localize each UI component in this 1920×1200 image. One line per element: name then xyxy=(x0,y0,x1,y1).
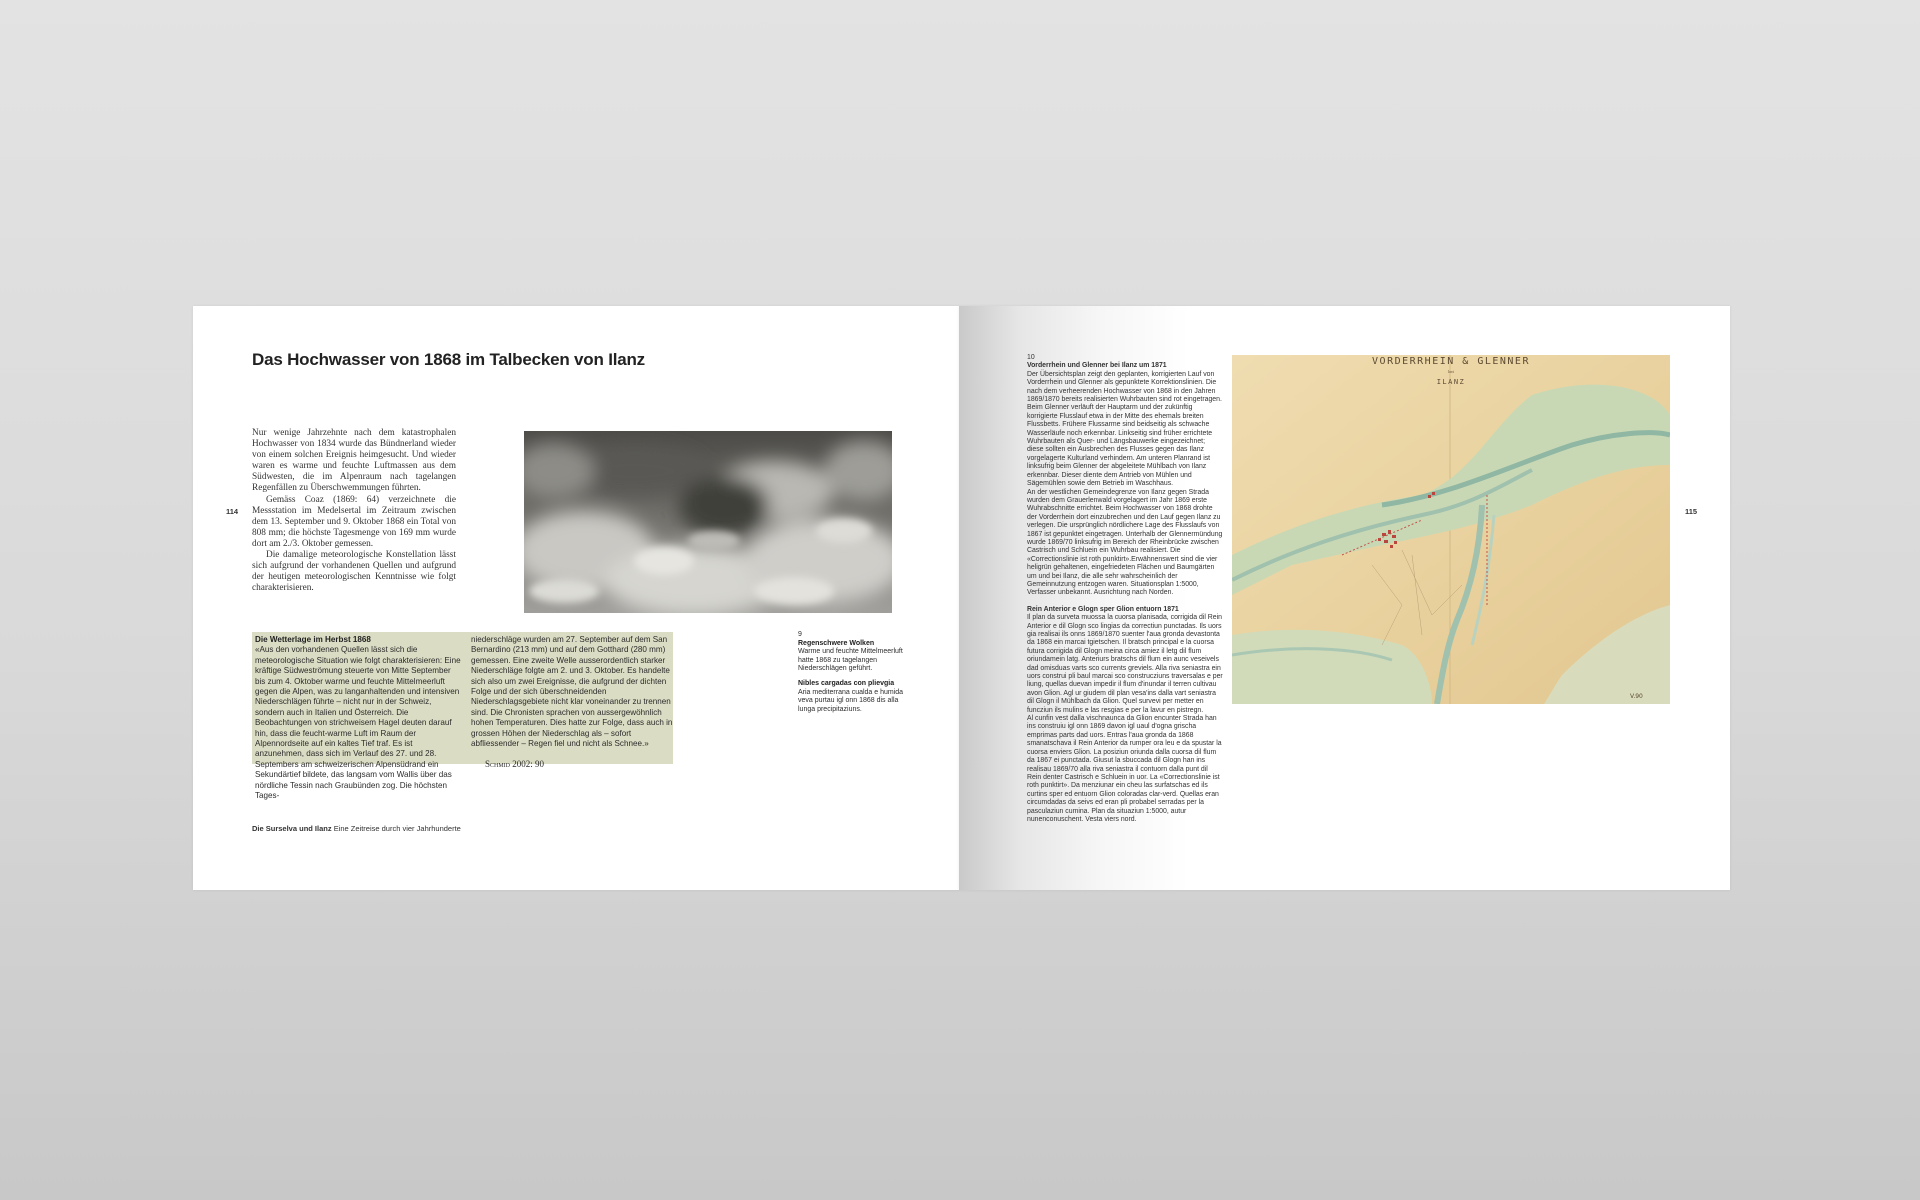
map-caption-text-de-2: An der westlichen Gemeindegrenze von Ilanz gegen Strada wurden dem Grauerlenwald vorgelagert im Jahr 1869 erste Wuhrabschnitte errichtet. Beim Hochwasser von 1868 drohte der Vorderrhein dort einzubrechen und den Lauf gegen Ilanz zu verlegen. Die ursprünglich nördlichere Lage des Flusslaufs von 1867 ist gepunktet eingetragen. Unterhalb der Glennermündung wurde 1869/70 linksufrig im Bereich der Rheinbrücke zwischen Castrisch und Schluein ein Wuhrbau realisiert. Die «Correctionslinie ist roth punktirt».Erwähnenswert sind die vier heligrün gehaltenen, eingefriedeten Flächen und Baumgärten um und bei Ilanz, die alle sehr wahrscheinlich der Gemeinnutzung entzogen waren. Situationsplan 1:5000, Verfasser unbekannt. Ausrichtung nach Norden. xyxy=(1027,488,1223,597)
footer-book-title: Die Surselva und Ilanz xyxy=(252,824,332,833)
map-caption-title-rm: Rein Anterior e Glogn sper Glion entuorn 1871 xyxy=(1027,605,1179,613)
intro-paragraph: Nur wenige Jahrzehnte nach dem katastrophalen Hochwasser von 1834 wurde das Bündnerland wieder von einem solchen Ereignis heimgesucht. Und wieder waren es warme und feuchte Luftmassen aus dem Südwesten, die im Alpenraum nach tagelangen Regenfällen zu Überschwemmungen führten. xyxy=(252,428,456,494)
map-caption-number: 10 xyxy=(1027,354,1035,361)
map-caption-text-rm-2: Al cunfin vest dalla vischnaunca da Glion encunter Strada han ins construiu igl onn 1869 davon igl uaul d'ogna grischa emprimas parts dad uors. Entras l'aua gronda da 1868 smanatschava il Rein Anterior da rumper ora leu e da spustar la cuorsa enviers Glion. La posiziun oriunda dalla cuorsa dil flum da 1867 ei punctada. Giusut la sbuccada dil Glogn han ins realisau 1869/70 alla riva seniastra il contuorn dalla punt dil Rein denter Castrisch e Schluein in uor. La «Correctionslinie ist roth punktirt». Da menziunar ein cheu las surfatschas ed ils curtins sper ed entuorn Glion coloradas clar-verd. Quellas eran circumdadas da seivs ed eran pli probabel serradas per la pasculaziun cumina. Plan da situaziun 1:5000, autur nunenconuschent. Vesta viers nord. xyxy=(1027,715,1222,823)
map-caption-text-de: Der Übersichtsplan zeigt den geplanten, korrigierten Lauf von Vorderrhein und Glenner als gepunktete Korrektionslinien. Die nach dem verheerenden Hochwasser von 1868 in den Jahren 1869/1870 bereits realisierten Wuhrbauten sind rot eingetragen. Beim Glenner verläuft der Hauptarm und der zukünftig korrigierte Flusslauf etwa in der Mitte des ehemals breiten Flussbetts. Frühere Flussarme sind beidseitig als schwache Wasserläufe noch erkennbar. Linkseitig sind früher errichtete Wuhrbauten als Quer- und Längsbauwerke eingezeichnet; diese sollten ein Ausbrechen des Flusses gegen das Ilanz vorgelagerte Kulturland verhindern. Am unteren Planrand ist linksufrig beim Glenner der abgeleitete Mühlbach von Ilanz erkennbar. Dieser diente dem Antrieb von Mühlen und Sägemühlen sowie dem Betrieb im Waschhaus. xyxy=(1027,370,1222,488)
footer-subtitle: Eine Zeitreise durch vier Jahrhunderte xyxy=(331,824,461,833)
photo-caption xyxy=(798,631,908,714)
infobox-text-2: niederschläge wurden am 27. September auf dem San Bernardino (213 mm) und auf dem Gotthard (280 mm) gemessen. Eine zweite Welle ausserordentlich starker Niederschläge folgte am 2. und 3. Oktober. Es handelte sich also um zwei Ereignisse, die aufgrund der dichten Folge und der sich überschneidenden Niederschlagsgebiete nicht klar voneinander zu trennen sind. Die Chronisten sprachen von aussergewöhnlich hohen Temperaturen. Dies hatte zur Folge, dass auch in grossen Höhen der Niederschlag als – sofort abfliessender – Regen fiel und nicht als Schnee.» xyxy=(471,635,673,749)
clouds-photo xyxy=(524,431,892,613)
map-caption-text-rm: Il plan da surveta muossa la cuorsa planisada, corrigida dil Rein Anterior e dil Glogn sco lingias da correctiun punctadas. Ils uors gia realisai ils onns 1869/1870 suenter l'aua gronda devastonta da 1868 ein marcai tgietschen. Il bratsch principal e la cuorsa futura corrigida dil Glogn meina circa amiez il letg dil flum oriundamein latg. Anteriurs bratschs dil flum ein aunc veseivels dad omisduas varts sco currents greviels. Alla riva seniastra ein uors construi pli baul marcai sco construcziuns traversalas e per liung, quellas duevan impedir il flum d'inundar il terren cultivau avon Glion. Agl ur giudem dil plan vesa'ins dalla vart seniastra dil Glogn il Mühlbach da Glion. Quel survevi per metter en funcziun ils mulins e las resgias e per la lavur en pistregn. xyxy=(1027,614,1223,714)
caption-title-rm: Nibles cargadas con plievgia xyxy=(798,679,895,687)
right-page xyxy=(959,306,1730,890)
map-subtitle-small: bei xyxy=(1448,370,1454,374)
page-number-left: 114 xyxy=(226,507,239,516)
left-page xyxy=(193,306,959,890)
map-caption-title-de: Vorderrhein und Glenner bei Ilanz um 1871 xyxy=(1027,362,1167,370)
map-note: V.90 xyxy=(1630,693,1643,700)
intro-paragraph: Die damalige meteorologische Konstellation lässt sich aufgrund der vorhandenen Quellen und aufgrund der heutigen meteorologischen Kenntnisse wie folgt charakterisieren. xyxy=(252,550,456,594)
caption-text-de: Warme und feuchte Mittelmeerluft hatte 1868 zu tagelangen Niederschlägen geführt. xyxy=(798,648,903,673)
caption-number: 9 xyxy=(798,631,802,638)
caption-text-rm: Aria mediterrana cualda e humida veva purtau igl onn 1868 dis alla lunga precipitaziuns. xyxy=(798,688,904,713)
infobox-column-2 xyxy=(471,635,677,770)
intro-text xyxy=(252,428,456,594)
infobox-text-1: «Aus den vorhandenen Quellen lässt sich die meteorologische Situation wie folgt charakterisieren: Eine kräftige Südweströmung steuerte von Mitte September bis zum 4. Oktober warme und feuchte Mittelmeerluft gegen die Alpen, was zu langanhaltenden und intensiven Niederschlägen führte – nicht nur in der Schweiz, sondern auch in Italien und Österreich. Die Beobachtungen von strichweisem Hagel deuten darauf hin, dass die feucht-warme Luft im Raum der Alpennordseite auf ein kaltes Tief traf. Es ist anzunehmen, dass sich im Verlauf des 27. und 28. Septembers am schweizerischen Alpensüdrand ein Sekundärtief bildete, das langsam vom Wallis über das nördliche Tessin nach Graubünden zog. Die höchsten Tages- xyxy=(255,645,461,801)
infobox-column-1 xyxy=(255,635,461,802)
map-title: VORDERRHEIN & GLENNER xyxy=(1372,356,1530,367)
intro-paragraph: Gemäss Coaz (1869: 64) verzeichnete die Messstation im Medelsertal im Zeitraum zwischen dem 13. September und 9. Oktober 1868 ein Total von 808 mm; die höchste Tagesmenge von 169 mm wurde dort am 2./3. Oktober gemessen. xyxy=(252,494,456,549)
map-caption xyxy=(1027,354,1223,824)
map-subtitle: ILANZ xyxy=(1436,378,1466,386)
page-number-right: 115 xyxy=(1685,507,1698,516)
caption-title-de: Regenschwere Wolken xyxy=(798,639,875,647)
running-footer xyxy=(252,824,461,833)
page-headline: Das Hochwasser von 1868 im Talbecken von Ilanz xyxy=(252,350,645,369)
weather-infobox xyxy=(252,632,673,801)
infobox-source: Schmid 2002: 90 xyxy=(485,759,545,770)
infobox-title: Die Wetterlage im Herbst 1868 xyxy=(255,635,371,644)
historic-map xyxy=(1232,355,1670,704)
